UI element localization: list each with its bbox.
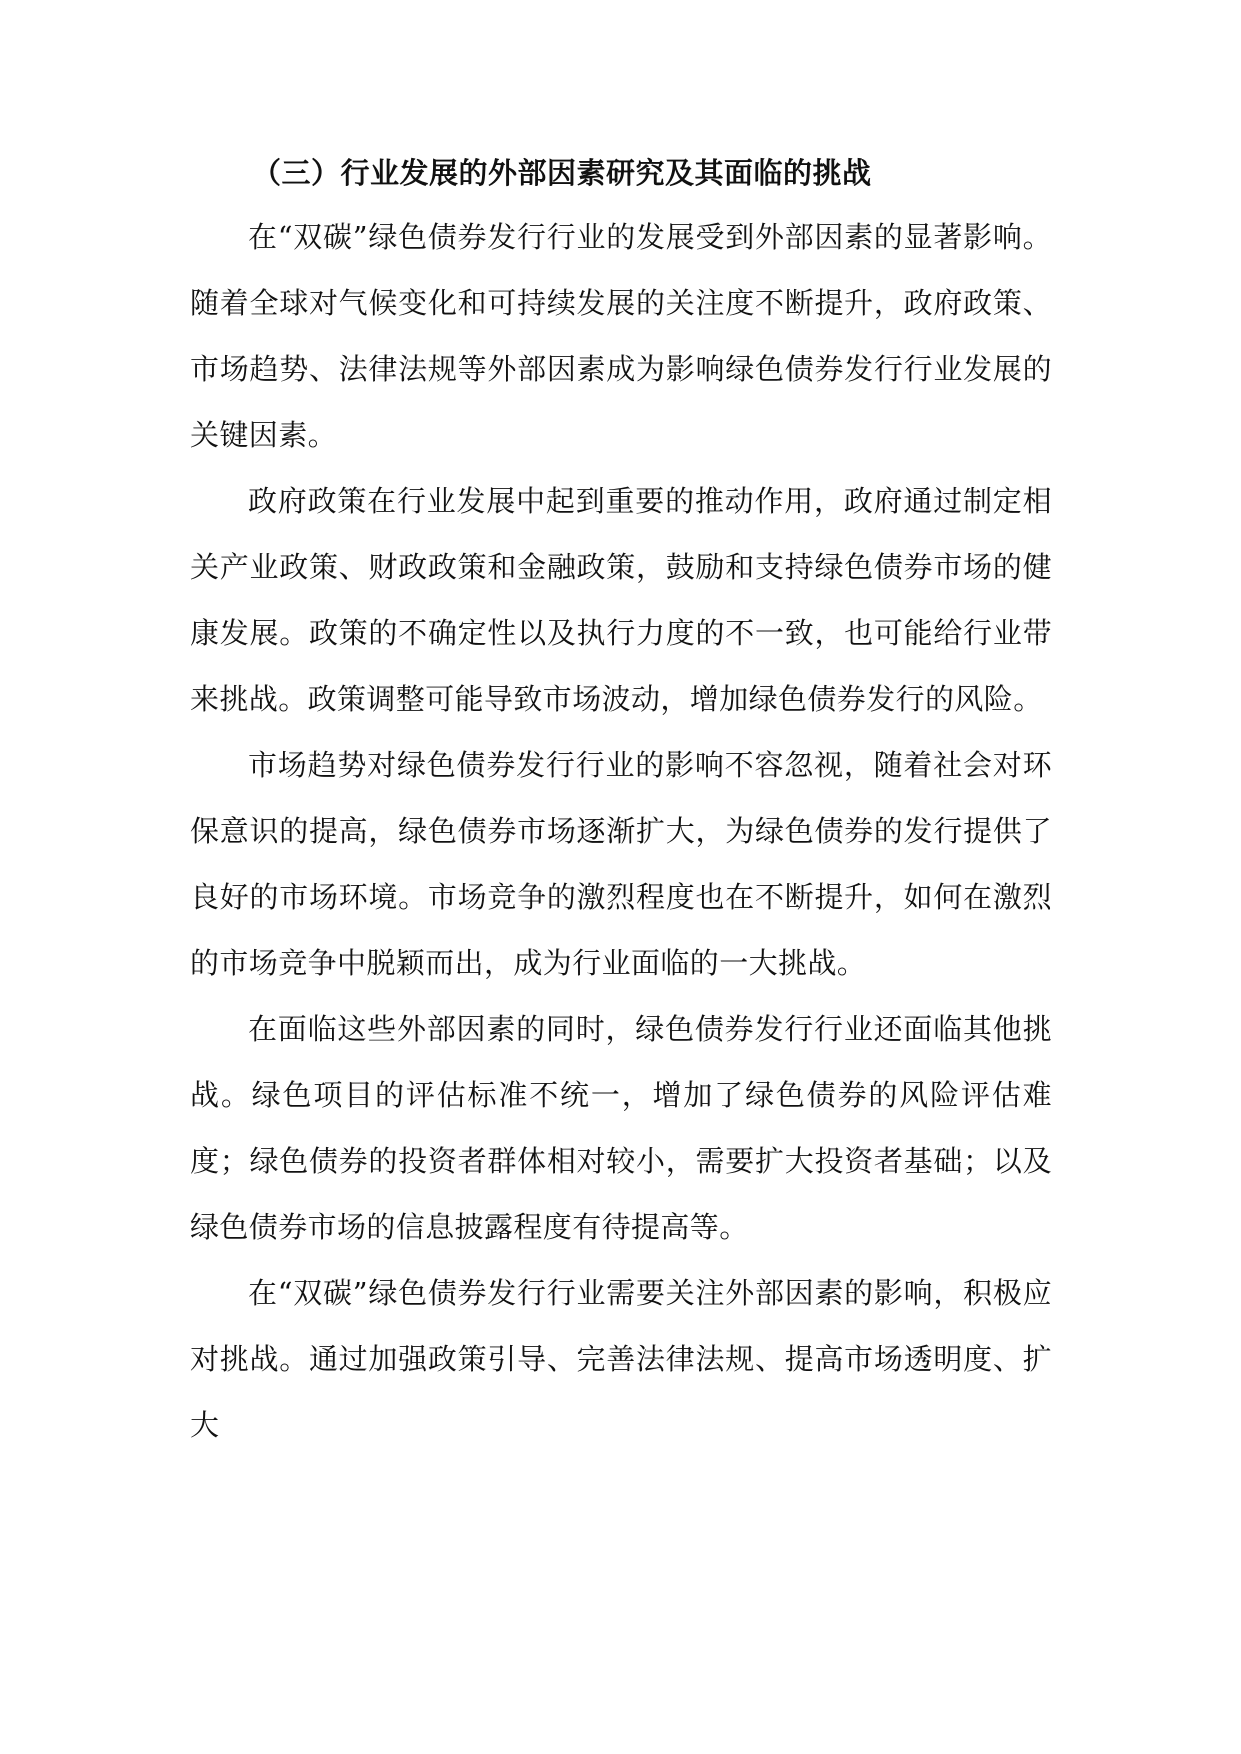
paragraph: 在“双碳”绿色债券发行行业需要关注外部因素的影响，积极应对挑战。通过加强政策引导、完善法律法规、提高市场透明度、扩大 [190, 1276, 1052, 1442]
paragraph: 在“双碳”绿色债券发行行业的发展受到外部因素的显著影响。随着全球对气候变化和可持续发展的关注度不断提升，政府政策、市场趋势、法律法规等外部因素成为影响绿色债券发行行业发展的关键因素。 [190, 220, 1052, 452]
paragraph: 政府政策在行业发展中起到重要的推动作用，政府通过制定相关产业政策、财政政策和金融政策，鼓励和支持绿色债券市场的健康发展。政策的不确定性以及执行力度的不一致，也可能给行业带来挑战。政策调整可能导致市场波动，增加绿色债券发行的风险。 [190, 484, 1052, 716]
section-heading: （三）行业发展的外部因素研究及其面临的挑战 [252, 156, 872, 190]
paragraph: 市场趋势对绿色债券发行行业的影响不容忽视，随着社会对环保意识的提高，绿色债券市场逐渐扩大，为绿色债券的发行提供了良好的市场环境。市场竞争的激烈程度也在不断提升，如何在激烈的市场竞争中脱颖而出，成为行业面临的一大挑战。 [190, 748, 1052, 980]
paragraph: 在面临这些外部因素的同时，绿色债券发行行业还面临其他挑战。绿色项目的评估标准不统一，增加了绿色债券的风险评估难度；绿色债券的投资者群体相对较小，需要扩大投资者基础；以及绿色债券市场的信息披露程度有待提高等。 [190, 1012, 1052, 1244]
document-body [190, 143, 1052, 1458]
